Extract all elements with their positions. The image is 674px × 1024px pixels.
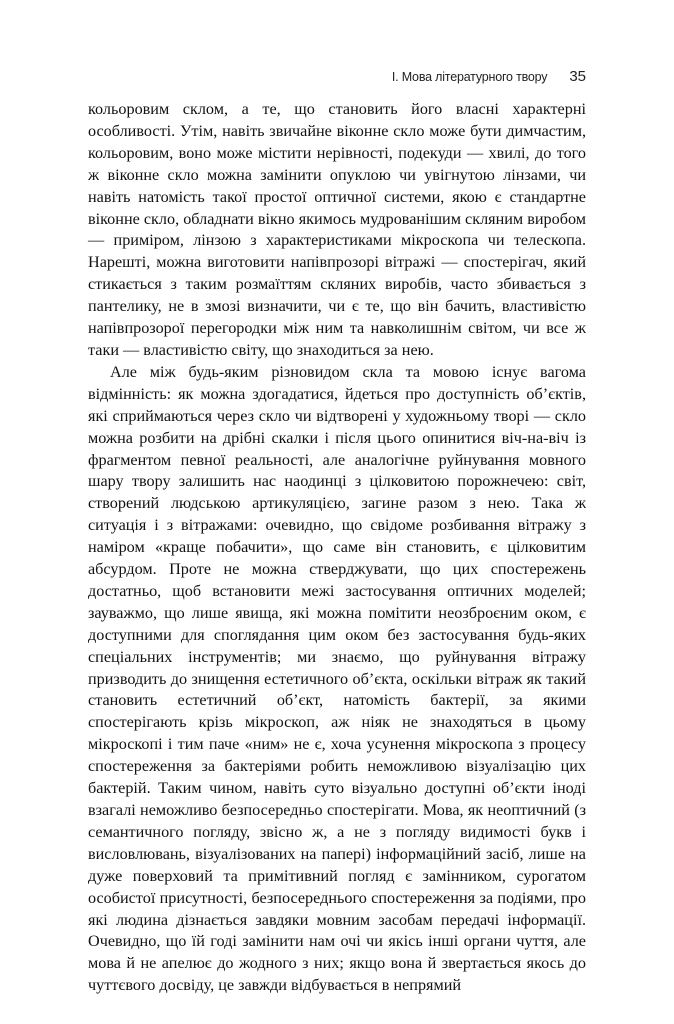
page-number: 35 bbox=[569, 68, 586, 85]
paragraph: Але між будь-яким різновидом скла та мовою існує вагома відмінність: як можна здогадатися, йдеться про доступність об’єктів, які сприймаються через скло чи відтворені у художньому творі — скло можна розбити на дрібні скалки і після цього опинитися віч-на-віч із фрагментом певної реальності, але аналогічне руйнування мовного шару твору залишить нас наодинці з цілковитою порожнечею: світ, створений людською артикуляцією, загине разом з нею. Така ж ситуація і з вітражами: очевидно, що свідоме розбивання вітражу з наміром «краще побачити», що саме він становить, є цілковитим абсурдом. Проте не можна стверджувати, що цих спостережень достатньо, щоб встановити межі застосування оптичних моделей; зауважмо, що лише явища, які можна помітити неозброєним оком, є доступними для споглядання цим оком без застосування будь-яких спеціальних інструментів; ми знаємо, що руйнування вітражу призводить до знищення естетичного об’єкта, оскільки вітраж як такий становить естетичний об’єкт, натомість бактерії, за якими спостерігають крізь мікроскоп, аж ніяк не знаходяться в цьому мікроскопі і тим паче «ним» не є, хоча усунення мікроскопа з процесу спостереження за бактеріями робить неможливою візуалізацію цих бактерій. Таким чином, навіть суто візуально доступні об’єкти іноді взагалі неможливо безпосередньо спостерігати. Мова, як неоптичний (з семантичного погляду, звісно ж, а не з погляду видимості букв і висловлювань, візуалізованих на папері) інформаційний засіб, лише на дуже поверховий та примітивний погляд є замінником, сурогатом особистої присутності, безпосереднього спостереження за подіями, про які людина дізнається завдяки мовним засобам передачі інформації. Очевидно, що їй годі замінити нам очі чи якісь інші органи чуття, але мова й не апелює до жодного з них; якщо вона й звертається якось до чуттєвого досвіду, це завжди відбувається в непрямий bbox=[88, 362, 586, 995]
running-header bbox=[392, 68, 586, 85]
running-title: І. Мова літературного твору bbox=[391, 70, 548, 84]
body-text bbox=[88, 99, 586, 997]
paragraph-continuation: кольоровим склом, а те, що становить його власні характерні особливості. Утім, навіть звичайне віконне скло може бути димчастим, кольоровим, воно може містити нерівності, подекуди — хвилі, до того ж віконне скло можна замінити опуклою чи увігнутою лінзами, чи навіть натомість такої простої оптичної системи, якою є стандартне віконне скло, обладнати вікно якимось мудрованішим скляним виробом — приміром, лінзою з характеристиками мікроскопа чи телескопа. Нарешті, можна виготовити напівпрозорі вітражі — спостерігач, який стикається з таким розмаїттям скляних виробів, часто збивається з пантелику, не в змозі визначити, чи є те, що він бачить, властивістю напівпрозорої перегородки між ним та навколишнім світом, чи все ж таки — властивістю світу, що знаходиться за нею. bbox=[88, 100, 586, 359]
